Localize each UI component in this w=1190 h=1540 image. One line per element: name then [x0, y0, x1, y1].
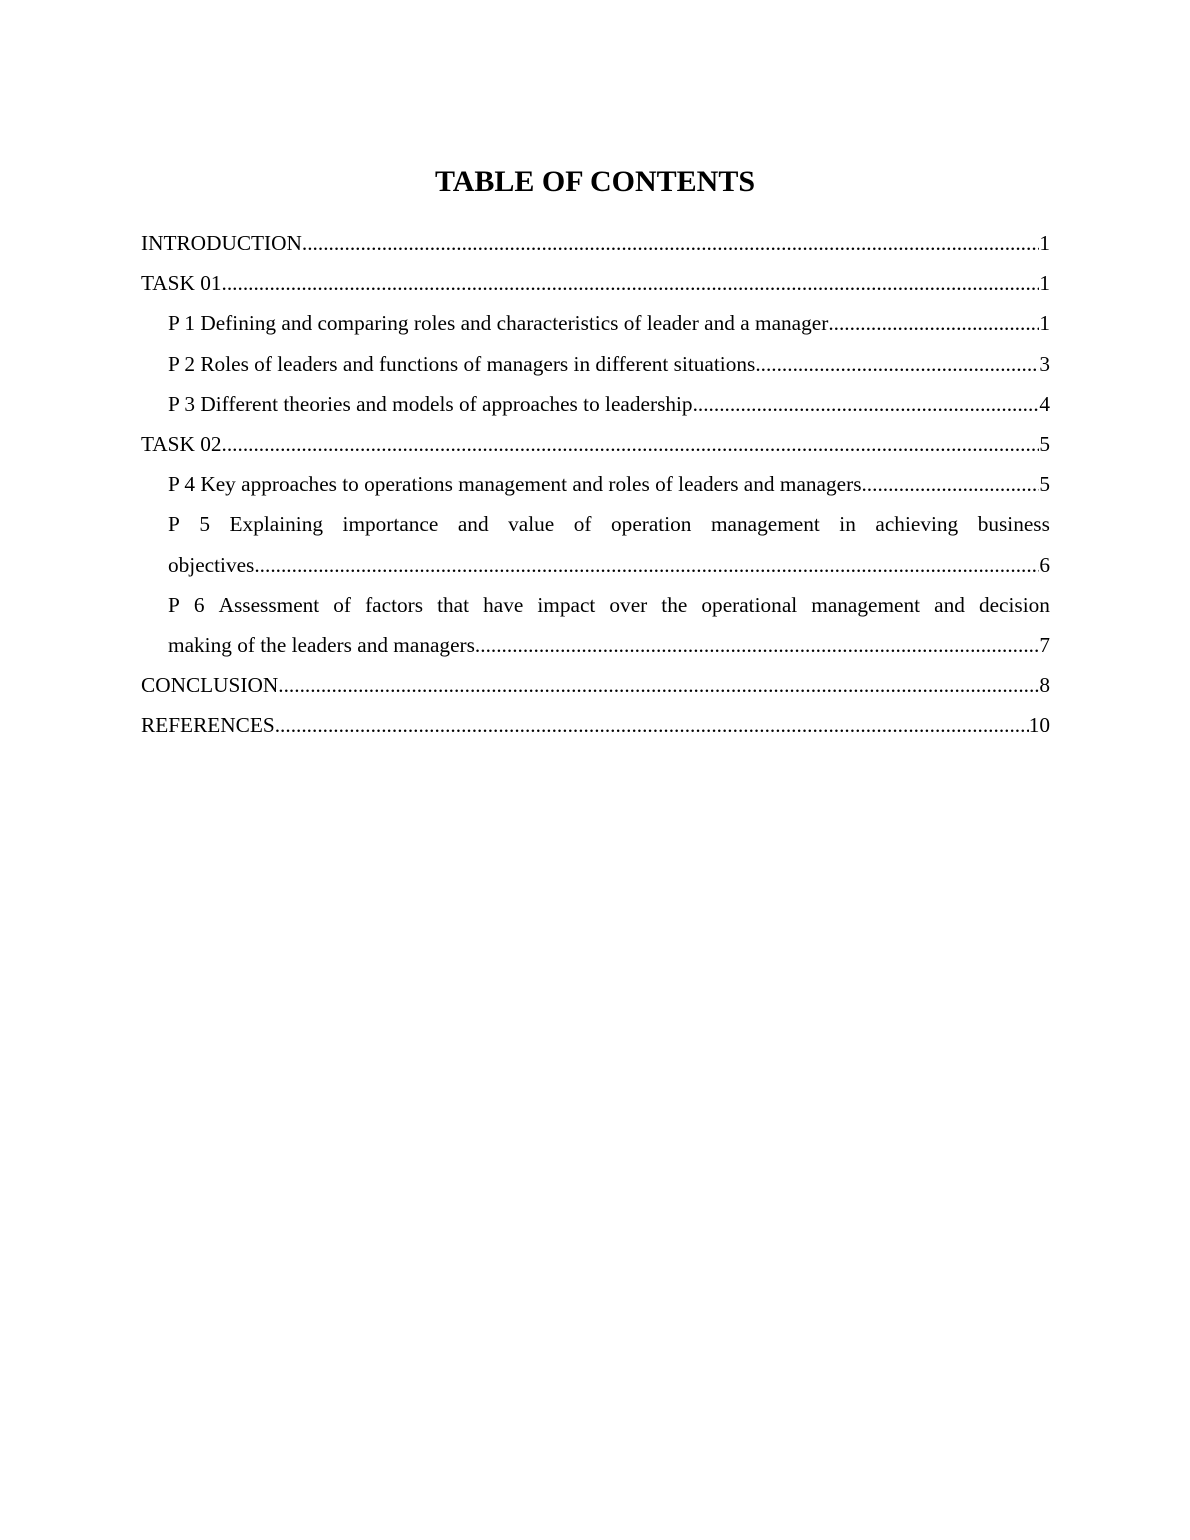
toc-word: 6 — [193, 592, 205, 617]
toc-page-number: 4 — [1039, 391, 1050, 416]
toc-list — [141, 223, 1050, 745]
toc-entry-p6[interactable] — [168, 585, 1050, 665]
toc-entry-label: INTRODUCTION — [141, 231, 302, 255]
toc-word: importance — [342, 512, 439, 537]
toc-dot-leader — [275, 705, 1029, 745]
toc-entry-p2[interactable] — [168, 344, 1050, 384]
toc-page-number: 3 — [1039, 351, 1050, 376]
toc-entry-references[interactable] — [141, 705, 1050, 745]
toc-entry-p3[interactable] — [168, 384, 1050, 424]
toc-entry-label: P 3 Different theories and models of approaches to leadership — [168, 391, 693, 416]
toc-word: have — [483, 592, 524, 617]
toc-entry-label: CONCLUSION — [141, 673, 279, 698]
toc-page-number: 5 — [1039, 431, 1050, 456]
toc-page-number: 1 — [1039, 311, 1050, 336]
toc-word: in — [839, 512, 856, 537]
toc-dot-leader — [828, 303, 1039, 343]
toc-page-number: 7 — [1039, 632, 1050, 657]
toc-word: of — [573, 512, 592, 537]
toc-entry-task-02[interactable] — [141, 424, 1050, 464]
toc-word: decision — [978, 592, 1050, 617]
toc-entry-task-01[interactable] — [141, 263, 1050, 303]
toc-page-number: 5 — [1039, 472, 1050, 497]
toc-entry-p1[interactable] — [168, 303, 1050, 343]
toc-word: the — [661, 592, 688, 617]
toc-dot-leader — [693, 384, 1040, 424]
toc-dot-leader — [755, 344, 1039, 384]
toc-word: business — [977, 512, 1050, 537]
toc-dot-leader — [302, 223, 1039, 263]
toc-page-number: 1 — [1039, 271, 1050, 296]
toc-dot-leader — [475, 625, 1039, 665]
toc-page-number: 6 — [1039, 552, 1050, 577]
toc-word: operational — [701, 592, 798, 617]
toc-word: impact — [537, 592, 596, 617]
toc-entry-label: REFERENCES — [141, 713, 275, 738]
toc-entry-p5[interactable] — [168, 504, 1050, 584]
toc-word: achieving — [875, 512, 959, 537]
toc-word: value — [508, 512, 555, 537]
toc-entry-label: P 2 Roles of leaders and functions of managers in different situations — [168, 351, 756, 376]
toc-dot-leader — [278, 665, 1039, 705]
toc-word: of — [333, 592, 352, 617]
toc-word: and — [457, 512, 489, 537]
toc-page-number: 1 — [1039, 231, 1050, 255]
toc-entry-introduction[interactable] — [141, 223, 1050, 263]
toc-entry-label: P 4 Key approaches to operations management and roles of leaders and managers — [168, 472, 862, 497]
toc-word: Explaining — [229, 512, 324, 537]
toc-word: operation — [611, 512, 692, 537]
toc-word: management — [811, 592, 921, 617]
toc-word: over — [609, 592, 648, 617]
toc-word: factors — [365, 592, 424, 617]
toc-entry-conclusion[interactable] — [141, 665, 1050, 705]
toc-dot-leader — [861, 464, 1039, 504]
toc-word: and — [934, 592, 965, 617]
toc-page-number: 10 — [1028, 713, 1050, 738]
toc-word: P — [168, 512, 180, 537]
toc-entry-label-line2: making of the leaders and managers — [168, 632, 475, 657]
toc-word: 5 — [199, 512, 211, 537]
toc-dot-leader — [222, 424, 1040, 464]
toc-entry-p4[interactable] — [168, 464, 1050, 504]
toc-dot-leader — [254, 545, 1039, 585]
toc-word: P — [168, 592, 180, 617]
toc-entry-label-line1 — [168, 585, 1050, 625]
toc-entry-label: TASK 01 — [141, 271, 222, 296]
toc-word: Assessment — [218, 592, 320, 617]
toc-dot-leader — [222, 263, 1040, 303]
toc-page-number: 8 — [1039, 673, 1050, 698]
toc-entry-label-line2: objectives — [168, 552, 255, 577]
toc-word: management — [710, 512, 820, 537]
page-title: TABLE OF CONTENTS — [434, 165, 756, 198]
toc-entry-label-line1 — [168, 504, 1050, 544]
toc-word: that — [437, 592, 470, 617]
toc-entry-label: TASK 02 — [141, 431, 222, 456]
toc-entry-label: P 1 Defining and comparing roles and characteristics of leader and a manager — [168, 311, 829, 336]
